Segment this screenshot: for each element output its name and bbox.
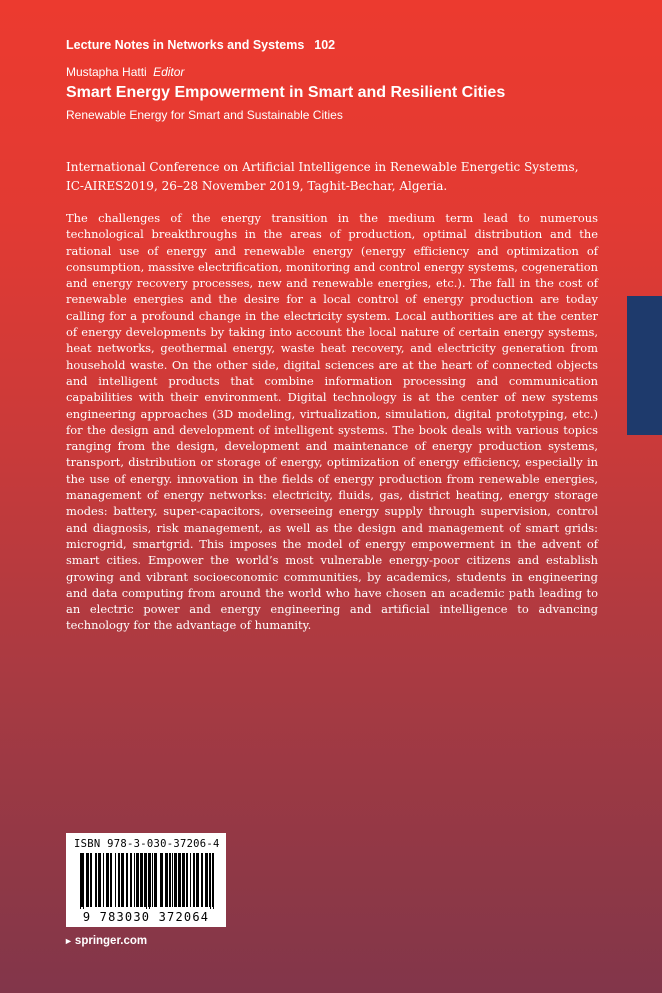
book-subtitle: Renewable Energy for Smart and Sustainable Cities bbox=[66, 108, 343, 122]
barcode-bar bbox=[193, 853, 195, 907]
barcode-bar bbox=[152, 853, 153, 907]
barcode-bar bbox=[90, 853, 92, 907]
arrow-icon: ► bbox=[64, 936, 73, 946]
barcode-bar bbox=[86, 853, 89, 907]
barcode-bar bbox=[190, 853, 191, 907]
barcode-guard-bar bbox=[213, 853, 214, 909]
barcode-guard-bar bbox=[80, 853, 81, 909]
series-volume: 102 bbox=[314, 38, 336, 52]
barcode-bar bbox=[172, 853, 173, 907]
barcode-guard-bar bbox=[149, 853, 150, 909]
barcode-bar bbox=[212, 853, 213, 907]
barcode-bar bbox=[182, 853, 185, 907]
barcode-bar bbox=[121, 853, 124, 907]
barcode-bar bbox=[134, 853, 135, 907]
barcode-bar bbox=[140, 853, 143, 907]
series-name: Lecture Notes in Networks and Systems bbox=[66, 38, 305, 52]
barcode-bar bbox=[130, 853, 132, 907]
barcode-bar bbox=[209, 853, 210, 907]
barcode-bar bbox=[95, 853, 97, 907]
barcode-bars bbox=[66, 851, 226, 909]
isbn-barcode bbox=[66, 833, 226, 927]
barcode-bar bbox=[169, 853, 171, 907]
barcode-bar bbox=[115, 853, 116, 907]
publisher-link[interactable] bbox=[64, 935, 147, 947]
barcode-bar bbox=[174, 853, 177, 907]
barcode-bar bbox=[196, 853, 199, 907]
barcode-guard-bar bbox=[83, 853, 84, 909]
abstract-text: The challenges of the energy transition in the medium term lead to numerous technological breakthroughs in the areas of production, optimal distribution and the rational use of energy and renewable energy (energy efficiency and optimization of consumption, massive electrification, monitoring and control energy systems, cogeneration and energy recovery processes, new and renewable energies, etc.). The fall in the cost of renewable energies and the desire for a local control of energy production are today calling for a profound change in the electricity system. Local authorities are at the center of energy developments by taking into account the local nature of certain energy systems, heat networks, geothermal energy, waste heat recovery, and electricity generation from household waste. On the other side, digital sciences are at the heart of connected objects and intelligent products that combine information processing and communication capabilities with their environment. Digital technology is at the center of new systems engineering approaches (3D modeling, virtualization, simulation, digital prototyping, etc.) for the design and development of intelligent systems. The book deals with various topics ranging from the design, development and maintenance of energy production systems, transport, distribution or storage of energy, optimization of energy efficiency, especially in the use of energy. innovation in the fields of energy production from renewable energies, management of energy networks: electricity, fluids, gas, district heating, energy storage modes: battery, super-capacitors, overseeing energy supply through supervision, control and diagnosis, risk management, as well as the design and management of smart grids: microgrid, smartgrid. This imposes the model of energy empowerment in the advent of smart cities. Empower the world’s most vulnerable energy-poor citizens and establish growing and vibrant socioeconomic communities, by academics, students in engineering and data computing from around the world who have chosen an academic path leading to an electric power and energy engineering and artificial intelligence to advancing technology for the advantage of humanity. bbox=[66, 211, 598, 633]
publisher-url: springer.com bbox=[74, 935, 148, 947]
barcode-bar bbox=[154, 853, 157, 907]
barcode-guard-bar bbox=[146, 853, 147, 909]
barcode-bar bbox=[178, 853, 181, 907]
barcode-bar bbox=[201, 853, 203, 907]
barcode-bar bbox=[103, 853, 104, 907]
barcode-bar bbox=[98, 853, 101, 907]
isbn-label: ISBN 978-3-030-37206-4 bbox=[74, 838, 220, 850]
editor-role: Editor bbox=[153, 65, 185, 79]
editor-line bbox=[66, 65, 184, 79]
barcode-bar bbox=[136, 853, 139, 907]
barcode-bar bbox=[205, 853, 208, 907]
conference-info: International Conference on Artificial Intelligence in Renewable Energetic Systems, IC-AIRES2019, 26–28 November 2019, Taghit-Bechar, Algeria. bbox=[66, 160, 579, 193]
barcode-bar bbox=[165, 853, 168, 907]
barcode-guard-bar bbox=[210, 853, 211, 909]
book-title: Smart Energy Empowerment in Smart and Resilient Cities bbox=[66, 84, 506, 101]
barcode-bar bbox=[126, 853, 128, 907]
barcode-digits: 9 783030 372064 bbox=[82, 910, 210, 924]
series-line bbox=[66, 38, 335, 52]
barcode-bar bbox=[110, 853, 112, 907]
barcode-bar bbox=[160, 853, 163, 907]
editor-name: Mustapha Hatti bbox=[66, 65, 147, 79]
barcode-bar bbox=[106, 853, 109, 907]
barcode-bar bbox=[186, 853, 188, 907]
barcode-bar bbox=[118, 853, 120, 907]
side-tab bbox=[627, 296, 662, 435]
